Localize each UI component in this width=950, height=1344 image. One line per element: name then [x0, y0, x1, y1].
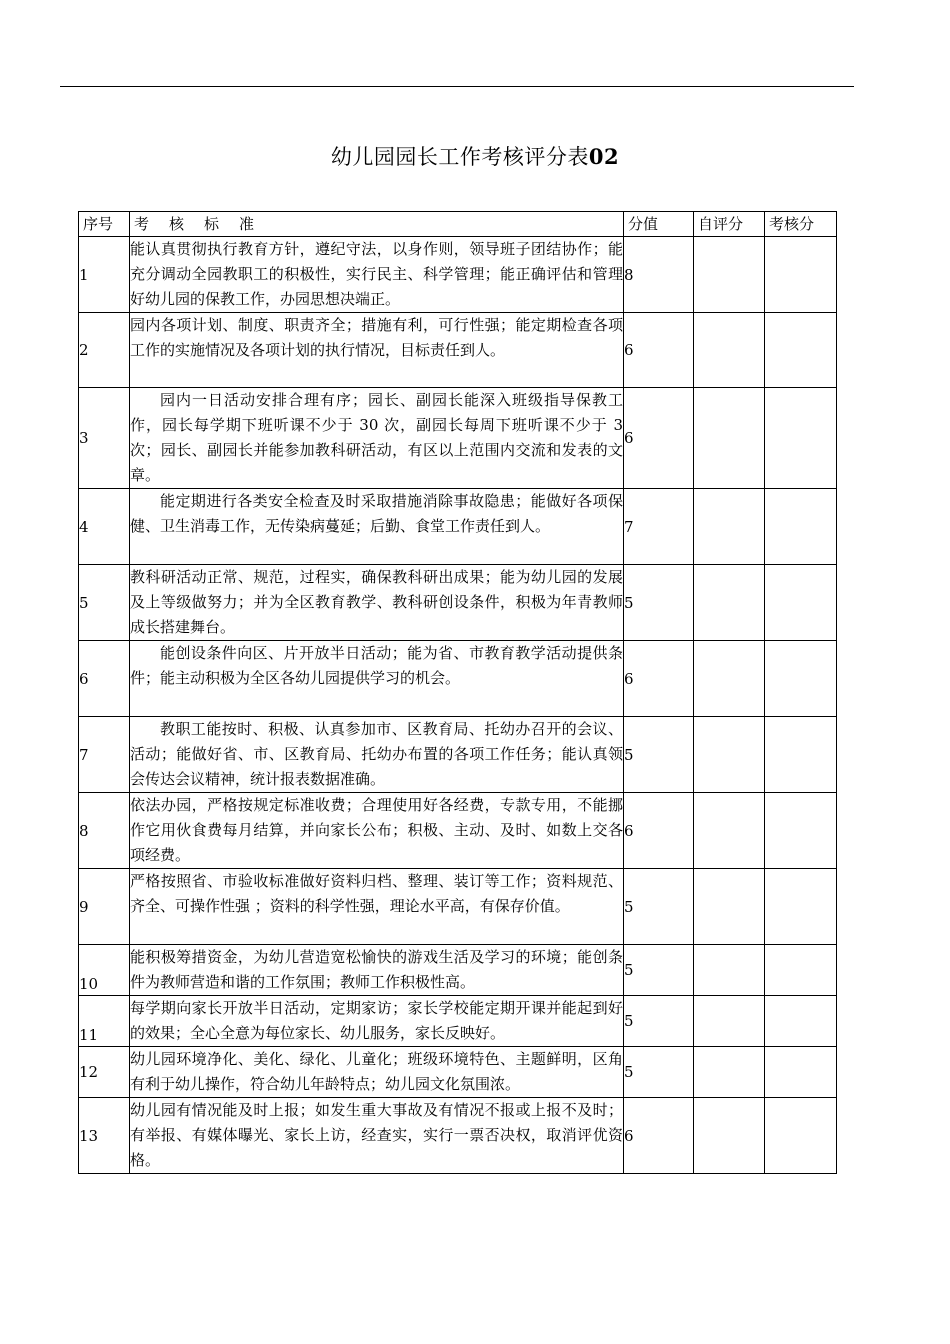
self-score-cell[interactable] [694, 717, 765, 793]
row-standard: 园内一日活动安排合理有序；园长、副园长能深入班级指导保教工作，园长每学期下班听课不少于 30 次，副园长每周下班听课不少于 3 次；园长、副园长并能参加教科研活动，有区以上范围内交流和发表的文章。 [130, 388, 624, 489]
row-standard: 幼儿园环境净化、美化、绿化、儿童化；班级环境特色、主题鲜明，区角有利于幼儿操作，符合幼儿年龄特点；幼儿园文化氛围浓。 [130, 1047, 624, 1098]
table-row [79, 1047, 837, 1098]
row-score: 6 [624, 793, 694, 869]
row-score: 8 [624, 237, 694, 313]
row-no: 11 [79, 996, 130, 1047]
header-rule [60, 86, 854, 87]
row-standard: 严格按照省、市验收标准做好资料归档、整理、装订等工作；资料规范、齐全、可操作性强 ；资料的科学性强，理论水平高，有保存价值。 [130, 869, 624, 945]
row-score: 5 [624, 1047, 694, 1098]
assess-score-cell[interactable] [765, 489, 837, 565]
header-score: 分值 [624, 212, 694, 237]
header-assess-score: 考核分 [765, 212, 837, 237]
self-score-cell[interactable] [694, 1098, 765, 1174]
table-row [79, 565, 837, 641]
row-no: 7 [79, 717, 130, 793]
row-standard: 教科研活动正常、规范，过程实，确保教科研出成果；能为幼儿园的发展及上等级做努力；并为全区教育教学、教科研创设条件，积极为年青教师成长搭建舞台。 [130, 565, 624, 641]
self-score-cell[interactable] [694, 313, 765, 388]
self-score-cell[interactable] [694, 237, 765, 313]
table-row [79, 237, 837, 313]
table-row [79, 313, 837, 388]
row-no: 6 [79, 641, 130, 717]
self-score-cell[interactable] [694, 388, 765, 489]
assess-score-cell[interactable] [765, 313, 837, 388]
row-no: 9 [79, 869, 130, 945]
row-no: 4 [79, 489, 130, 565]
page-title [0, 143, 950, 171]
row-standard: 依法办园，严格按规定标准收费；合理使用好各经费，专款专用，不能挪作它用伙食费每月结算，并向家长公布；积极、主动、及时、如数上交各项经费。 [130, 793, 624, 869]
title-suffix: 02 [588, 144, 620, 169]
row-standard: 教职工能按时、积极、认真参加市、区教育局、托幼办召开的会议、活动；能做好省、市、区教育局、托幼办布置的各项工作任务；能认真领会传达会议精神，统计报表数据准确。 [130, 717, 624, 793]
row-standard: 能认真贯彻执行教育方针，遵纪守法，以身作则，领导班子团结协作；能充分调动全园教职工的积极性，实行民主、科学管理；能正确评估和管理好幼儿园的保教工作，办园思想决端正。 [130, 237, 624, 313]
self-score-cell[interactable] [694, 945, 765, 996]
assess-score-cell[interactable] [765, 717, 837, 793]
row-standard: 能定期进行各类安全检查及时采取措施消除事故隐患；能做好各项保健、卫生消毒工作，无传染病蔓延；后勤、食堂工作责任到人。 [130, 489, 624, 565]
assess-score-cell[interactable] [765, 641, 837, 717]
row-standard: 能创设条件向区、片开放半日活动；能为省、市教育教学活动提供条件；能主动积极为全区各幼儿园提供学习的机会。 [130, 641, 624, 717]
row-score: 5 [624, 869, 694, 945]
header-self-score: 自评分 [694, 212, 765, 237]
row-score: 6 [624, 1098, 694, 1174]
row-score: 5 [624, 717, 694, 793]
table-row [79, 945, 837, 996]
self-score-cell[interactable] [694, 641, 765, 717]
header-no: 序号 [79, 212, 130, 237]
table-row [79, 1098, 837, 1174]
header-standard: 考核标准 [130, 212, 624, 237]
table-row [79, 717, 837, 793]
assess-score-cell[interactable] [765, 1047, 837, 1098]
evaluation-table [78, 211, 837, 1174]
table-header-row [79, 212, 837, 237]
table-row [79, 996, 837, 1047]
self-score-cell[interactable] [694, 565, 765, 641]
row-score: 6 [624, 388, 694, 489]
self-score-cell[interactable] [694, 793, 765, 869]
self-score-cell[interactable] [694, 996, 765, 1047]
self-score-cell[interactable] [694, 869, 765, 945]
assess-score-cell[interactable] [765, 869, 837, 945]
assess-score-cell[interactable] [765, 996, 837, 1047]
assess-score-cell[interactable] [765, 945, 837, 996]
row-score: 5 [624, 996, 694, 1047]
row-score: 6 [624, 313, 694, 388]
assess-score-cell[interactable] [765, 793, 837, 869]
row-no: 5 [79, 565, 130, 641]
row-no: 3 [79, 388, 130, 489]
table-row [79, 641, 837, 717]
row-score: 7 [624, 489, 694, 565]
row-no: 10 [79, 945, 130, 996]
assess-score-cell[interactable] [765, 388, 837, 489]
table-row [79, 489, 837, 565]
row-no: 12 [79, 1047, 130, 1098]
row-no: 8 [79, 793, 130, 869]
table-row [79, 388, 837, 489]
row-score: 5 [624, 565, 694, 641]
row-no: 2 [79, 313, 130, 388]
row-standard: 幼儿园有情况能及时上报；如发生重大事故及有情况不报或上报不及时；有举报、有媒体曝光、家长上访，经查实，实行一票否决权，取消评优资格。 [130, 1098, 624, 1174]
table-row [79, 869, 837, 945]
row-no: 1 [79, 237, 130, 313]
self-score-cell[interactable] [694, 489, 765, 565]
title-main: 幼儿园园长工作考核评分表 [330, 145, 589, 169]
row-no: 13 [79, 1098, 130, 1174]
self-score-cell[interactable] [694, 1047, 765, 1098]
row-standard: 园内各项计划、制度、职责齐全；措施有利，可行性强；能定期检查各项工作的实施情况及各项计划的执行情况，目标责任到人。 [130, 313, 624, 388]
assess-score-cell[interactable] [765, 565, 837, 641]
assess-score-cell[interactable] [765, 1098, 837, 1174]
row-standard: 能积极筹措资金，为幼儿营造宽松愉快的游戏生活及学习的环境；能创条件为教师营造和谐的工作氛围；教师工作积极性高。 [130, 945, 624, 996]
table-row [79, 793, 837, 869]
row-score: 5 [624, 945, 694, 996]
row-score: 6 [624, 641, 694, 717]
assess-score-cell[interactable] [765, 237, 837, 313]
row-standard: 每学期向家长开放半日活动，定期家访；家长学校能定期开课并能起到好的效果；全心全意为每位家长、幼儿服务，家长反映好。 [130, 996, 624, 1047]
